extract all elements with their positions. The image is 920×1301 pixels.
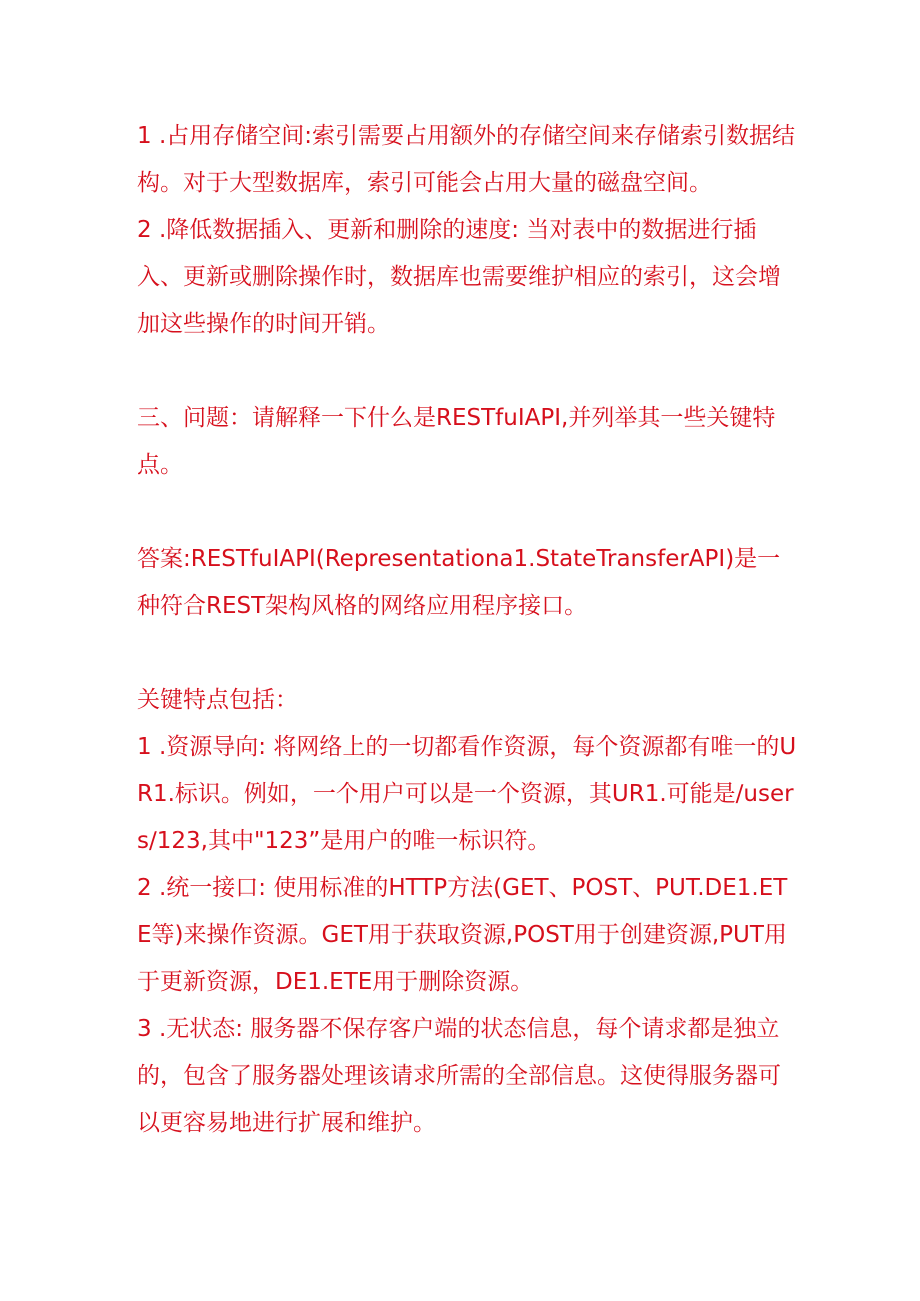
paragraph-storage-cost: 1 .占用存储空间:索引需要占用额外的存储空间来存储索引数据结构。对于大型数据库，索引可能会占用大量的磁盘空间。 <box>137 123 796 196</box>
features-title: 关键特点包括： <box>137 687 298 713</box>
paragraph-write-speed: 2 .降低数据插入、更新和删除的速度: 当对表中的数据进行插入、更新或删除操作时，数据库也需要维护相应的索引，这会增加这些操作的时间开销。 <box>137 217 781 337</box>
question-heading: 三、问题：请解释一下什么是RESTfuIAPI,并列举其一些关键特点。 <box>137 405 776 478</box>
document-content <box>137 113 797 1147</box>
spacer <box>137 348 797 395</box>
answer-paragraph: 答案:RESTfuIAPI(Representationa1.StateTransferAPI)是一种符合REST架构风格的网络应用程序接口。 <box>137 546 781 619</box>
spacer <box>137 489 797 536</box>
feature-item-uniform-interface: 2 .统一接口: 使用标准的HTTP方法(GET、POST、PUT.DE1.ETE等)来操作资源。GET用于获取资源,POST用于创建资源,PUT用于更新资源，DE1.ETE用于删除资源。 <box>137 875 788 995</box>
spacer <box>137 630 797 677</box>
feature-item-resource-oriented: 1 .资源导向: 将网络上的一切都看作资源，每个资源都有唯一的UR1.标识。例如，一个用户可以是一个资源，其UR1.可能是∕users∕123,其中"123”是用户的唯一标识符。 <box>137 734 797 854</box>
feature-item-stateless: 3 .无状态: 服务器不保存客户端的状态信息，每个请求都是独立的，包含了服务器处理该请求所需的全部信息。这使得服务器可以更容易地进行扩展和维护。 <box>137 1016 781 1136</box>
